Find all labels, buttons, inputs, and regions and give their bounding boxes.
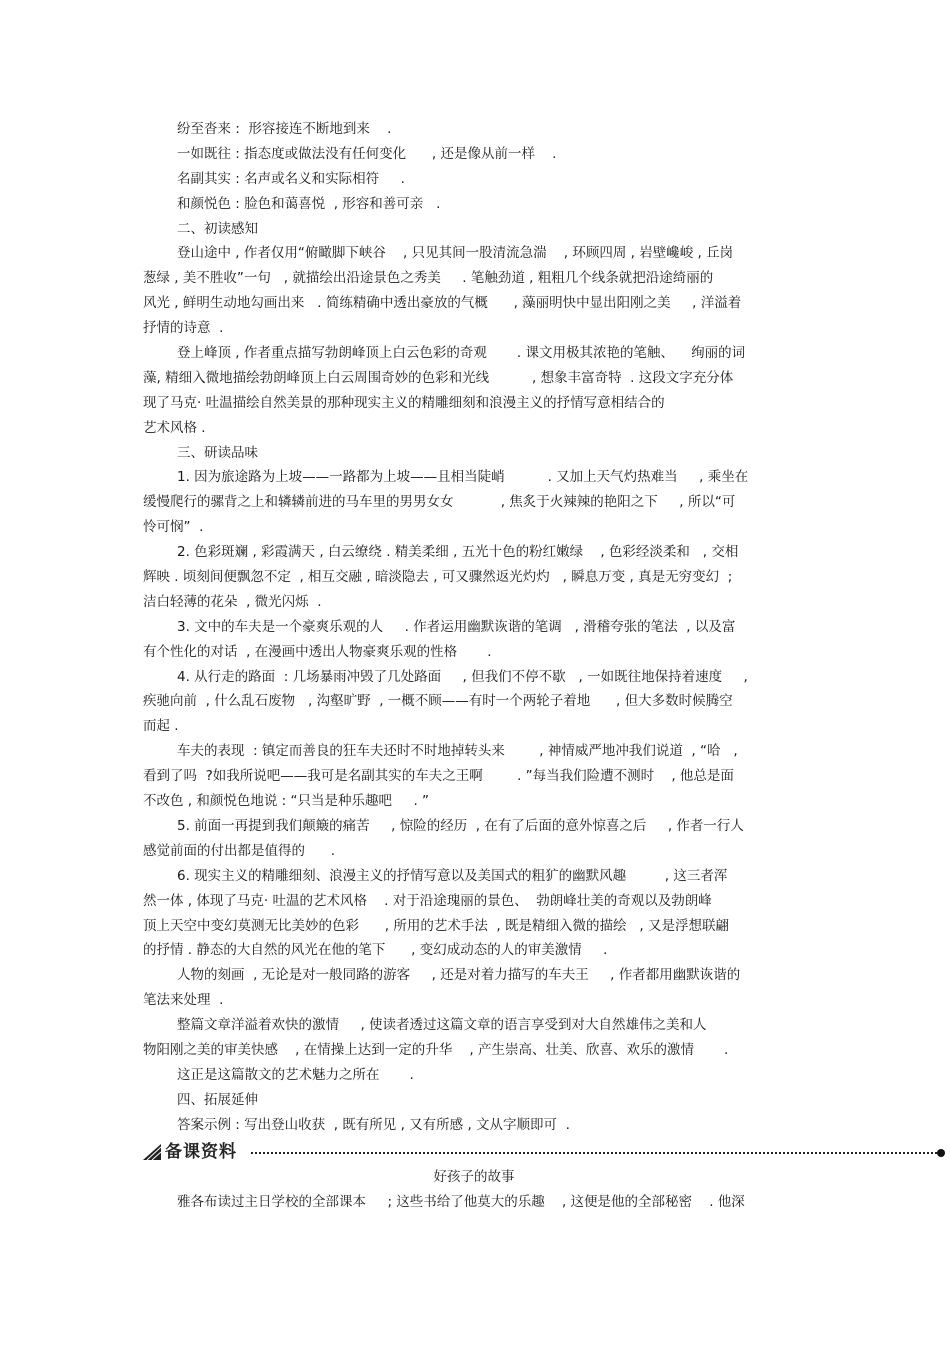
text-line: 物阳刚之美的审美快感 , 在情操上达到一定的升华 , 产生崇高、壮美、欣喜、欢乐的激情 . xyxy=(143,1041,729,1058)
text-line: 现了马克· 吐温描绘自然美景的那种现实主义的精雕细刻和浪漫主义的抒情写意相结合的 xyxy=(143,394,665,411)
text-line: 然一体 , 体现了马克· 吐温的艺术风格 . 对于沿途瑰丽的景色、 勃朗峰壮美的奇观以及勃朗峰 xyxy=(143,892,712,909)
text-line: 名副其实 : 名声或名义和实际相符 . xyxy=(177,170,405,187)
text-line: 疾驰向前 , 什么乱石废物 , 沟壑旷野 , 一概不顾——有时一个两轮子着地 , 但大多数时候腾空 xyxy=(143,693,733,710)
banner-title: 备课资料 xyxy=(165,1142,237,1162)
text-line: 藻, 精细入微地描绘勃朗峰顶上白云周围奇妙的色彩和光线 , 想象丰富奇特 . 这段文字充分体 xyxy=(143,369,734,386)
text-line: 2. 色彩斑斓 , 彩霞满天 , 白云缭绕 . 精美柔细 , 五光十色的粉红嫩绿 , 色彩经淡柔和 , 交相 xyxy=(177,544,739,561)
text-line: 葱绿 , 美不胜收”一句 , 就描绘出沿途景色之秀美 . 笔触劲道 , 粗粗几个线条就把沿途绮丽的 xyxy=(143,270,714,287)
text-line: 5. 前面一再提到我们颠簸的痛苦 , 惊险的经历 , 在有了后面的意外惊喜之后 , 作者一行人 xyxy=(177,817,744,834)
text-line: 6. 现实主义的精雕细刻、浪漫主义的抒情写意以及美国式的粗犷的幽默风趣 , 这三者浑 xyxy=(177,867,728,884)
banner-end-dot xyxy=(937,1149,945,1157)
text-line: 而起 . xyxy=(143,718,179,735)
text-line: 风光 , 鲜明生动地勾画出来 . 简练精确中透出豪放的气概 , 藻丽明快中显出阳刚之美 , 洋溢着 xyxy=(143,295,742,312)
text-line: 笔法来处理 . xyxy=(143,992,224,1009)
text-line: 顶上天空中变幻莫测无比美妙的色彩 , 所用的艺术手法 , 既是精细入微的描绘 , 又是浮想联翩 xyxy=(143,917,729,934)
text-line: 四、拓展延伸 xyxy=(177,1091,258,1108)
text-line: 整篇文章洋溢着欢快的激情 , 使读者透过这篇文章的语言享受到对大自然雄伟之美和人 xyxy=(177,1017,707,1034)
story-title: 好孩子的故事 xyxy=(433,1169,515,1185)
text-line: 怜可悯” . xyxy=(143,519,204,536)
text-line: 和颜悦色 : 脸色和蔼喜悦 , 形容和善可亲 . xyxy=(177,195,441,212)
text-line: 1. 因为旅途路为上坡——一路都为上坡——且相当陡峭 . 又加上天气灼热难当 , 乘坐在 xyxy=(177,469,749,486)
text-line: 抒情的诗意 . xyxy=(143,320,224,337)
text-line: 艺术风格 . xyxy=(143,419,206,436)
section-banner xyxy=(143,1140,945,1166)
text-line: 三、研读品味 xyxy=(177,444,258,461)
text-line: 车夫的表现 : 镇定而善良的狂车夫还时不时地掉转头来 , 神情威严地冲我们说道 , “哈 , xyxy=(177,743,738,760)
text-line: 辉映 . 顷刻间便飘忽不定 , 相互交融 , 暗淡隐去 , 可又骤然返光灼灼 , 瞬息万变 , 真是无穷变幻 ; xyxy=(143,569,733,586)
text-line: 纷至沓来 : 形容接连不断地到来 . xyxy=(177,121,392,137)
text-line: 这正是这篇散文的艺术魅力之所在 . xyxy=(177,1066,414,1083)
text-line: 人物的刻画 , 无论是对一般同路的游客 , 还是对着力描写的车夫王 , 作者都用幽默诙谐的 xyxy=(177,967,741,984)
text-line: 答案示例 : 写出登山收获 , 既有所见 , 又有所感 , 文从字顺即可 . xyxy=(177,1116,570,1133)
banner-divider xyxy=(251,1152,941,1154)
text-line: 感觉前面的付出都是值得的 . xyxy=(143,842,336,859)
text-line: 不改色 , 和颜悦色地说 : “只当是种乐趣吧 . ” xyxy=(143,793,430,810)
text-line: 登山途中 , 作者仅用“俯瞰脚下峡谷 , 只见其间一股清流急湍 , 环顾四周 , 岩壁巉峻 , 丘岗 xyxy=(177,245,734,262)
text-line: 一如既往 : 指态度或做法没有任何变化 , 还是像从前一样 . xyxy=(177,145,557,162)
text-line: 的抒情 . 静态的大自然的风光在他的笔下 , 变幻成动态的人的审美激情 . xyxy=(143,942,608,959)
story-section xyxy=(143,1165,805,1215)
story-first-line: 雅各布读过主日学校的全部课本 ; 这些书给了他莫大的乐趣 , 这便是他的全部秘密 . 他深 xyxy=(177,1193,745,1210)
text-line: 有个性化的对话 , 在漫画中透出人物豪爽乐观的性格 . xyxy=(143,643,492,660)
answer-content xyxy=(143,117,805,1138)
text-line: 洁白轻薄的花朵 , 微光闪烁 . xyxy=(143,593,322,610)
text-line: 3. 文中的车夫是一个豪爽乐观的人 . 作者运用幽默诙谐的笔调 , 滑稽夸张的笔法 , 以及富 xyxy=(177,618,736,635)
text-line: 4. 从行走的路面 : 几场暴雨冲毁了几处路面 , 但我们不停不歇 , 一如既往地保持着速度 , xyxy=(177,668,748,685)
text-line: 二、初读感知 xyxy=(177,220,258,237)
text-line: 缓慢爬行的骡背之上和辚辚前进的马车里的男男女女 , 焦炙于火辣辣的艳阳之下 , 所以“可 xyxy=(143,494,736,511)
text-line: 登上峰顶 , 作者重点描写勃朗峰顶上白云色彩的奇观 . 课文用极其浓艳的笔触、 绚丽的词 xyxy=(177,345,746,362)
text-line: 看到了吗 ?如我所说吧——我可是名副其实的车夫之王啊 . ”每当我们险遭不测时 , 他总是面 xyxy=(143,768,734,785)
